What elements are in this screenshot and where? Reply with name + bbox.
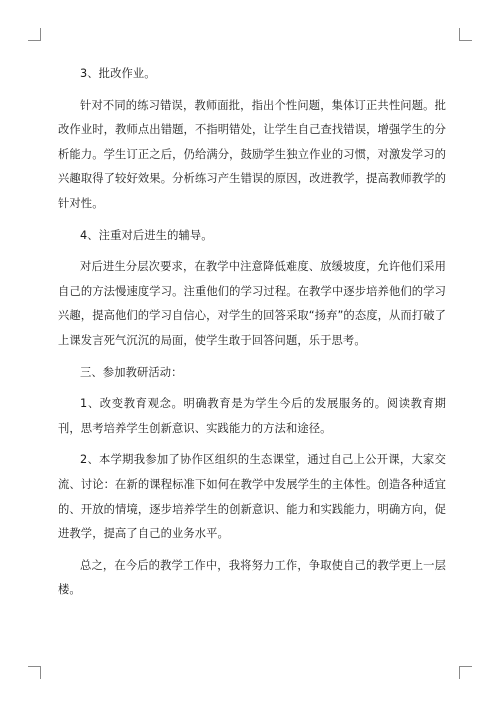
heading-grading: 3、批改作业。: [80, 67, 156, 80]
heading-tutoring: 4、注重对后进生的辅导。: [80, 228, 213, 242]
crop-mark-bottom-left: [28, 666, 41, 679]
document-body: [58, 62, 446, 603]
paragraph-ecology-class: 2、本学期我参加了协作区组织的生态课堂，通过自己上公开课，大家交流、讨论：在新的课程标准下如何在教学中发展学生的主体性。创造各种适宜的、开放的情境，逐步培养学生的创新意识、能力和实践能力，明确方向，促进教学，提高了自己的业务水平。: [58, 453, 446, 541]
paragraph-concept: 1、改变教育观念。明确教育是为学生今后的发展服务的。阅读教育期刊，思考培养学生创新意识、实践能力的方法和途径。: [58, 397, 446, 435]
crop-mark-top-right: [459, 28, 472, 41]
crop-mark-top-left: [28, 28, 41, 41]
heading-research: 三、参加教研活动：: [80, 365, 183, 379]
paragraph-grading: 针对不同的练习错误，教师面批，指出个性问题，集体订正共性问题。批改作业时，教师点出错题，不指明错处，让学生自己查找错误，增强学生的分析能力。学生订正之后，仍给满分，鼓励学生独立作业的习惯，对激发学习的兴趣取得了较好效果。分析练习产生错误的原因，改进教学，提高教师教学的针对性。: [58, 98, 446, 210]
paragraph-tutoring: 对后进生分层次要求，在教学中注意降低难度、放缓坡度，允许他们采用自己的方法慢速度学习。注重他们的学习过程。在教学中逐步培养他们的学习兴趣，提高他们的学习自信心，对学生的回答采取“扬弃”的态度，从而打破了上课发言死气沉沉的局面，使学生敢于回答问题，乐于思考。: [58, 260, 447, 347]
paragraph-summary: 总之，在今后的教学工作中，我将努力工作，争取使自己的教学更上一层楼。: [58, 558, 446, 597]
crop-mark-bottom-right: [459, 666, 472, 679]
